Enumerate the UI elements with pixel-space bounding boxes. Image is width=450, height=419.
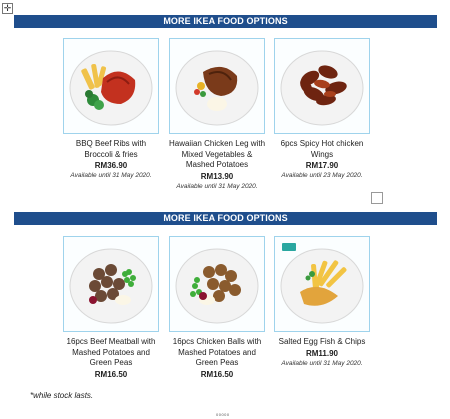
item-price: RM36.90 [94,161,128,170]
menu-item-spicy-chicken-wings [272,38,372,180]
item-price: RM11.90 [305,348,339,358]
food-image-frame [274,38,370,134]
item-name: 16pcs Beef Meatball with Mashed Potatoes and Green Peas [66,337,156,367]
food-image-frame [63,236,159,332]
bbq-beef-ribs-image [67,42,155,130]
page-mark: 00000 [216,412,230,417]
menu-item-chicken-balls [167,236,267,380]
item-availability: Available until 31 May 2020. [281,359,363,367]
item-price: RM16.50 [200,369,234,379]
item-name: BBQ Beef Ribs with Broccoli & fries [75,139,147,159]
menu-item-beef-meatball [61,236,161,380]
item-name: 16pcs Chicken Balls with Mashed Potatoes and Green Peas [172,337,262,367]
chicken-balls-image [173,240,261,328]
item-price: RM16.50 [94,369,128,379]
food-image-frame [274,236,370,332]
section-banner-2: MORE IKEA FOOD OPTIONS [14,212,437,225]
item-availability: Available until 31 May 2020. [70,172,152,179]
salted-egg-fish-chips-image [278,240,366,328]
hawaiian-chicken-leg-image [173,42,261,130]
food-image-frame [169,38,265,134]
spicy-chicken-wings-image [278,42,366,130]
menu-item-bbq-beef-ribs [61,38,161,180]
section-banner-1: MORE IKEA FOOD OPTIONS [14,15,437,28]
item-name: Salted Egg Fish & Chips [278,337,366,346]
item-name: 6pcs Spicy Hot chicken Wings [280,139,364,159]
food-image-frame [63,38,159,134]
item-price: RM13.90 [200,171,234,181]
item-name: Hawaiian Chicken Leg with Mixed Vegetables & Mashed Potatoes [168,139,266,169]
item-availability: Available until 31 May 2020. [176,182,258,190]
stock-footnote: *while stock lasts. [30,391,94,400]
food-image-frame [169,236,265,332]
badge-icon [282,243,296,251]
empty-checkbox[interactable] [371,192,383,204]
item-availability: Available until 23 May 2020. [281,172,363,179]
menu-item-hawaiian-chicken-leg [167,38,267,191]
item-price: RM17.90 [305,161,339,170]
table-move-handle-icon[interactable]: ✛ [3,3,12,13]
menu-item-salted-egg-fish-chips [272,236,372,368]
beef-meatball-image [67,240,155,328]
